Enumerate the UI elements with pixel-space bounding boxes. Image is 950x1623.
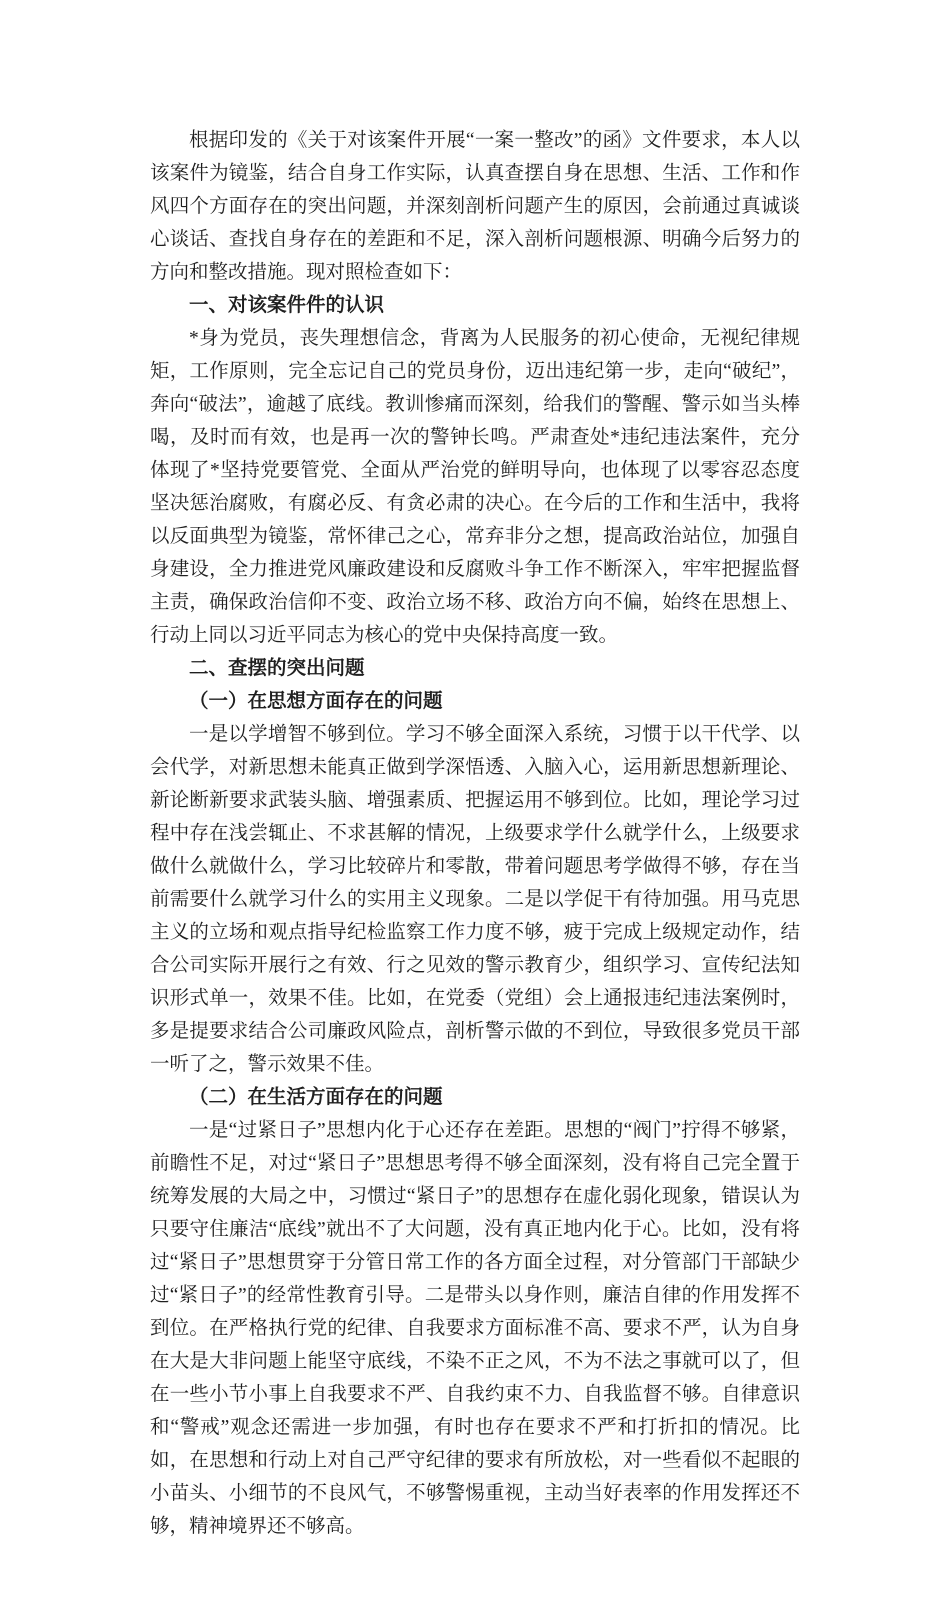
section-2-subsection-1-paragraph: 一是以学增智不够到位。学习不够全面深入系统，习惯于以干代学、以会代学，对新思想未能真正做到学深悟透、入脑入心，运用新思想新理论、新论断新要求武装头脑、增强素质、把握运用不够到位。比如，理论学习过程中存在浅尝辄止、不求甚解的情况，上级要求学什么就学什么，上级要求做什么就做什么，学习比较碎片和零散，带着问题思考学做得不够，存在当前需要什么就学习什么的实用主义现象。二是以学促干有待加强。用马克思主义的立场和观点指导纪检监察工作力度不够，疲于完成上级规定动作，结合公司实际开展行之有效、行之见效的警示教育少，组织学习、宣传纪法知识形式单一，效果不佳。比如，在党委（党组）会上通报违纪违法案例时，多是提要求结合公司廉政风险点，剖析警示做的不到位，导致很多党员干部一听了之，警示效果不佳。: [150, 724, 800, 1075]
section-2-heading: 二、查摆的突出问题: [189, 658, 365, 679]
section-1-heading: 一、对该案件件的认识: [189, 295, 385, 316]
intro-paragraph: 根据印发的《关于对该案件开展“一案一整改”的函》文件要求，本人以该案件为镜鉴，结合自身工作实际，认真查摆自身在思想、生活、工作和作风四个方面存在的突出问题，并深刻剖析问题产生的原因，会前通过真诚谈心谈话、查找自身存在的差距和不足，深入剖析问题根源、明确今后努力的方向和整改措施。现对照检查如下：: [150, 130, 800, 283]
section-2-subheading-2: （二）在生活方面存在的问题: [189, 1087, 443, 1108]
section-1-paragraph: *身为党员，丧失理想信念，背离为人民服务的初心使命，无视纪律规矩，工作原则，完全忘记自己的党员身份，迈出违纪第一步，走向“破纪”，奔向“破法”，逾越了底线。教训惨痛而深刻，给我们的警醒、警示如当头棒喝，及时而有效，也是再一次的警钟长鸣。严肃查处*违纪违法案件，充分体现了*坚持党要管党、全面从严治党的鲜明导向，也体现了以零容忍态度坚决惩治腐败，有腐必反、有贪必肃的决心。在今后的工作和生活中，我将以反面典型为镜鉴，常怀律己之心，常弃非分之想，提高政治站位，加强自身建设，全力推进党风廉政建设和反腐败斗争工作不断深入，牢牢把握监督主责，确保政治信仰不变、政治立场不移、政治方向不偏，始终在思想上、行动上同以习近平同志为核心的党中央保持高度一致。: [150, 328, 800, 646]
section-2-subheading-1: （一）在思想方面存在的问题: [189, 691, 443, 712]
section-2-subsection-2-paragraph: 一是“过紧日子”思想内化于心还存在差距。思想的“阀门”拧得不够紧，前瞻性不足，对过“紧日子”思想思考得不够全面深刻，没有将自己完全置于统筹发展的大局之中，习惯过“紧日子”的思想存在虚化弱化现象，错误认为只要守住廉洁“底线”就出不了大问题，没有真正地内化于心。比如，没有将过“紧日子”思想贯穿于分管日常工作的各方面全过程，对分管部门干部缺少过“紧日子”的经常性教育引导。二是带头以身作则，廉洁自律的作用发挥不到位。在严格执行党的纪律、自我要求方面标准不高、要求不严，认为自身在大是大非问题上能坚守底线，不染不正之风，不为不法之事就可以了，但在一些小节小事上自我要求不严、自我约束不力、自我监督不够。自律意识和“警戒”观念还需进一步加强，有时也存在要求不严和打折扣的情况。比如，在思想和行动上对自己严守纪律的要求有所放松，对一些看似不起眼的小苗头、小细节的不良风气，不够警惕重视，主动当好表率的作用发挥还不够，精神境界还不够高。: [150, 1120, 800, 1537]
document-body: [150, 124, 800, 1543]
